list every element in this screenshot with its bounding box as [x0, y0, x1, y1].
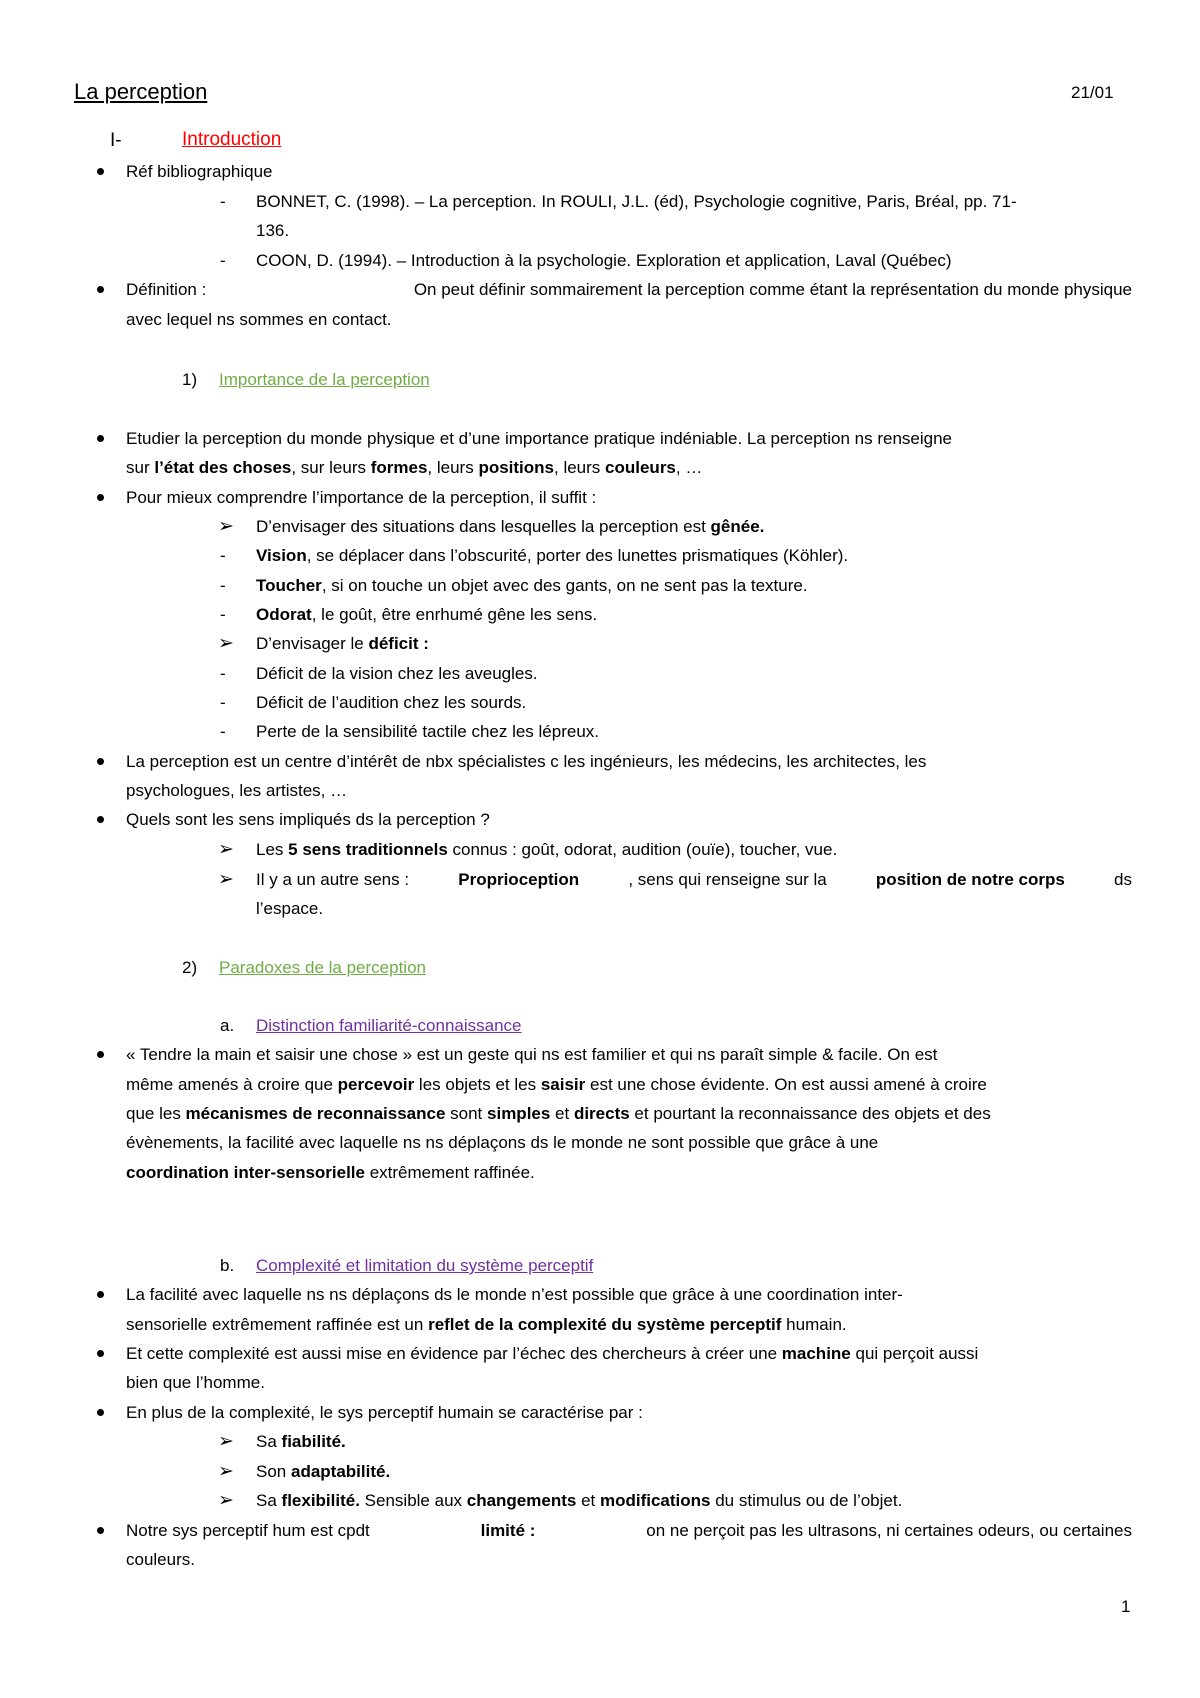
bullet-icon — [97, 168, 104, 175]
paradoxes-b-b4-line2: couleurs. — [126, 1550, 195, 1569]
subsubsection-heading-complexite: Complexité et limitation du système perceptif — [256, 1256, 594, 1275]
section-heading-introduction: Introduction — [182, 129, 282, 150]
definition-line1 — [126, 280, 1132, 300]
importance-d5: Déficit de l’audition chez les sourds. — [256, 693, 527, 712]
paradoxes-b-b1-line2: sensorielle extrêmement raffinée est un reflet de la complexité du système perceptif humain. — [126, 1315, 847, 1334]
bullet-icon — [97, 1051, 104, 1058]
paradoxes-a-line1: « Tendre la main et saisir une chose » est un geste qui ns est familier et qui ns paraît simple & facile. On est — [126, 1045, 938, 1064]
subsection-heading-paradoxes: Paradoxes de la perception — [219, 958, 426, 977]
importance-b1-line1: Etudier la perception du monde physique et d’une importance pratique indéniable. La perception ns renseigne — [126, 429, 953, 448]
arrow-bullet-icon: ➢ — [218, 1490, 234, 1511]
importance-arrow1: D’envisager des situations dans lesquelles la perception est gênée. — [256, 517, 765, 536]
importance-arrow2: D’envisager le déficit : — [256, 634, 429, 653]
importance-d6: Perte de la sensibilité tactile chez les lépreux. — [256, 722, 600, 741]
page-number: 1 — [1121, 1597, 1131, 1616]
page-date: 21/01 — [1071, 83, 1114, 102]
bullet-icon — [97, 758, 104, 765]
importance-d2: Toucher, si on touche un objet avec des gants, on ne sent pas la texture. — [256, 576, 808, 595]
paradoxes-b-b1-line1: La facilité avec laquelle ns ns déplaçons ds le monde n’est possible que grâce à une coordination inter- — [126, 1285, 903, 1304]
arrow-bullet-icon: ➢ — [218, 839, 234, 860]
importance-b4: Quels sont les sens impliqués ds la perception ? — [126, 810, 490, 829]
subsubsection-letter: a. — [220, 1016, 235, 1035]
subsubsection-letter: b. — [220, 1256, 235, 1275]
dash-icon: - — [220, 576, 226, 595]
bullet-icon — [97, 1409, 104, 1416]
dash-icon: - — [220, 664, 226, 683]
definition-line2: avec lequel ns sommes en contact. — [126, 310, 392, 329]
paradoxes-a-line3: que les mécanismes de reconnaissance sont simples et directs et pourtant la reconnaissance des objets et des — [126, 1104, 991, 1123]
dash-icon: - — [220, 192, 226, 211]
subsubsection-heading-distinction: Distinction familiarité-connaissance — [256, 1016, 522, 1035]
bullet-icon — [97, 1350, 104, 1357]
definition-text: On peut définir sommairement la perception comme étant la représentation du monde physique — [413, 280, 1132, 299]
importance-d4: Déficit de la vision chez les aveugles. — [256, 664, 538, 683]
arrow-bullet-icon: ➢ — [218, 633, 234, 654]
subsection-heading-importance: Importance de la perception — [219, 370, 430, 389]
importance-arrow4-line1: Il y a un autre sens : Proprioception , sens qui renseigne sur la position de notre corps ds — [256, 870, 1132, 889]
paradoxes-b-b2-line1: Et cette complexité est aussi mise en évidence par l’échec des chercheurs à créer une machine qui perçoit aussi — [126, 1344, 979, 1363]
bullet-icon — [97, 1291, 104, 1298]
subsection-number: 1) — [182, 370, 198, 389]
dash-icon: - — [220, 546, 226, 565]
biblio-ref2: COON, D. (1994). – Introduction à la psychologie. Exploration et application, Laval (Québec) — [256, 251, 952, 270]
section-number: I- — [110, 130, 122, 151]
dash-icon: - — [220, 722, 226, 741]
page-title: La perception — [74, 79, 208, 104]
importance-arrow4-line2: l’espace. — [256, 899, 324, 918]
paradoxes-b-a1: Sa fiabilité. — [256, 1432, 346, 1451]
arrow-bullet-icon: ➢ — [218, 1431, 234, 1452]
paradoxes-b-a3: Sa flexibilité. Sensible aux changements et modifications du stimulus ou de l’objet. — [256, 1491, 903, 1510]
importance-d3: Odorat, le goût, être enrhumé gêne les sens. — [256, 605, 598, 624]
dash-icon: - — [220, 605, 226, 624]
bullet-icon — [97, 1527, 104, 1534]
paradoxes-a-line5: coordination inter-sensorielle extrêmement raffinée. — [126, 1163, 535, 1182]
arrow-bullet-icon: ➢ — [218, 1461, 234, 1482]
paradoxes-b-b3: En plus de la complexité, le sys perceptif humain se caractérise par : — [126, 1403, 643, 1422]
arrow-bullet-icon: ➢ — [218, 516, 234, 537]
biblio-label: Réf bibliographique — [126, 162, 273, 181]
paradoxes-a-line4: évènements, la facilité avec laquelle ns ns déplaçons ds le monde ne sont possible que grâce à une — [126, 1133, 879, 1152]
importance-b2: Pour mieux comprendre l’importance de la perception, il suffit : — [126, 488, 597, 507]
importance-arrow3: Les 5 sens traditionnels connus : goût, odorat, audition (ouïe), toucher, vue. — [256, 840, 838, 859]
importance-b1-line2: sur l’état des choses, sur leurs formes, leurs positions, leurs couleurs, … — [126, 458, 703, 477]
definition-label: Définition : — [126, 280, 207, 299]
dash-icon: - — [220, 693, 226, 712]
arrow-bullet-icon: ➢ — [218, 869, 234, 890]
importance-b3-line2: psychologues, les artistes, … — [126, 781, 348, 800]
paradoxes-b-b2-line2: bien que l’homme. — [126, 1373, 265, 1392]
bullet-icon — [97, 435, 104, 442]
paradoxes-b-a2: Son adaptabilité. — [256, 1462, 391, 1481]
paradoxes-a-line2: même amenés à croire que percevoir les objets et les saisir est une chose évidente. On est aussi amené à croire — [126, 1075, 987, 1094]
bullet-icon — [97, 494, 104, 501]
importance-b3-line1: La perception est un centre d’intérêt de nbx spécialistes c les ingénieurs, les médecins, les architectes, les — [126, 752, 927, 771]
bullet-icon — [97, 816, 104, 823]
biblio-ref1-line1: BONNET, C. (1998). – La perception. In ROULI, J.L. (éd), Psychologie cognitive, Paris, Bréal, pp. 71- — [256, 192, 1017, 211]
dash-icon: - — [220, 251, 226, 270]
paradoxes-b-b4-line1: Notre sys perceptif hum est cpdt limité : on ne perçoit pas les ultrasons, ni certaines odeurs, ou certaines — [126, 1521, 1132, 1540]
importance-d1: Vision, se déplacer dans l’obscurité, porter des lunettes prismatiques (Köhler). — [256, 546, 849, 565]
bullet-icon — [97, 286, 104, 293]
subsection-number: 2) — [182, 958, 198, 977]
biblio-ref1-line2: 136. — [256, 221, 290, 240]
